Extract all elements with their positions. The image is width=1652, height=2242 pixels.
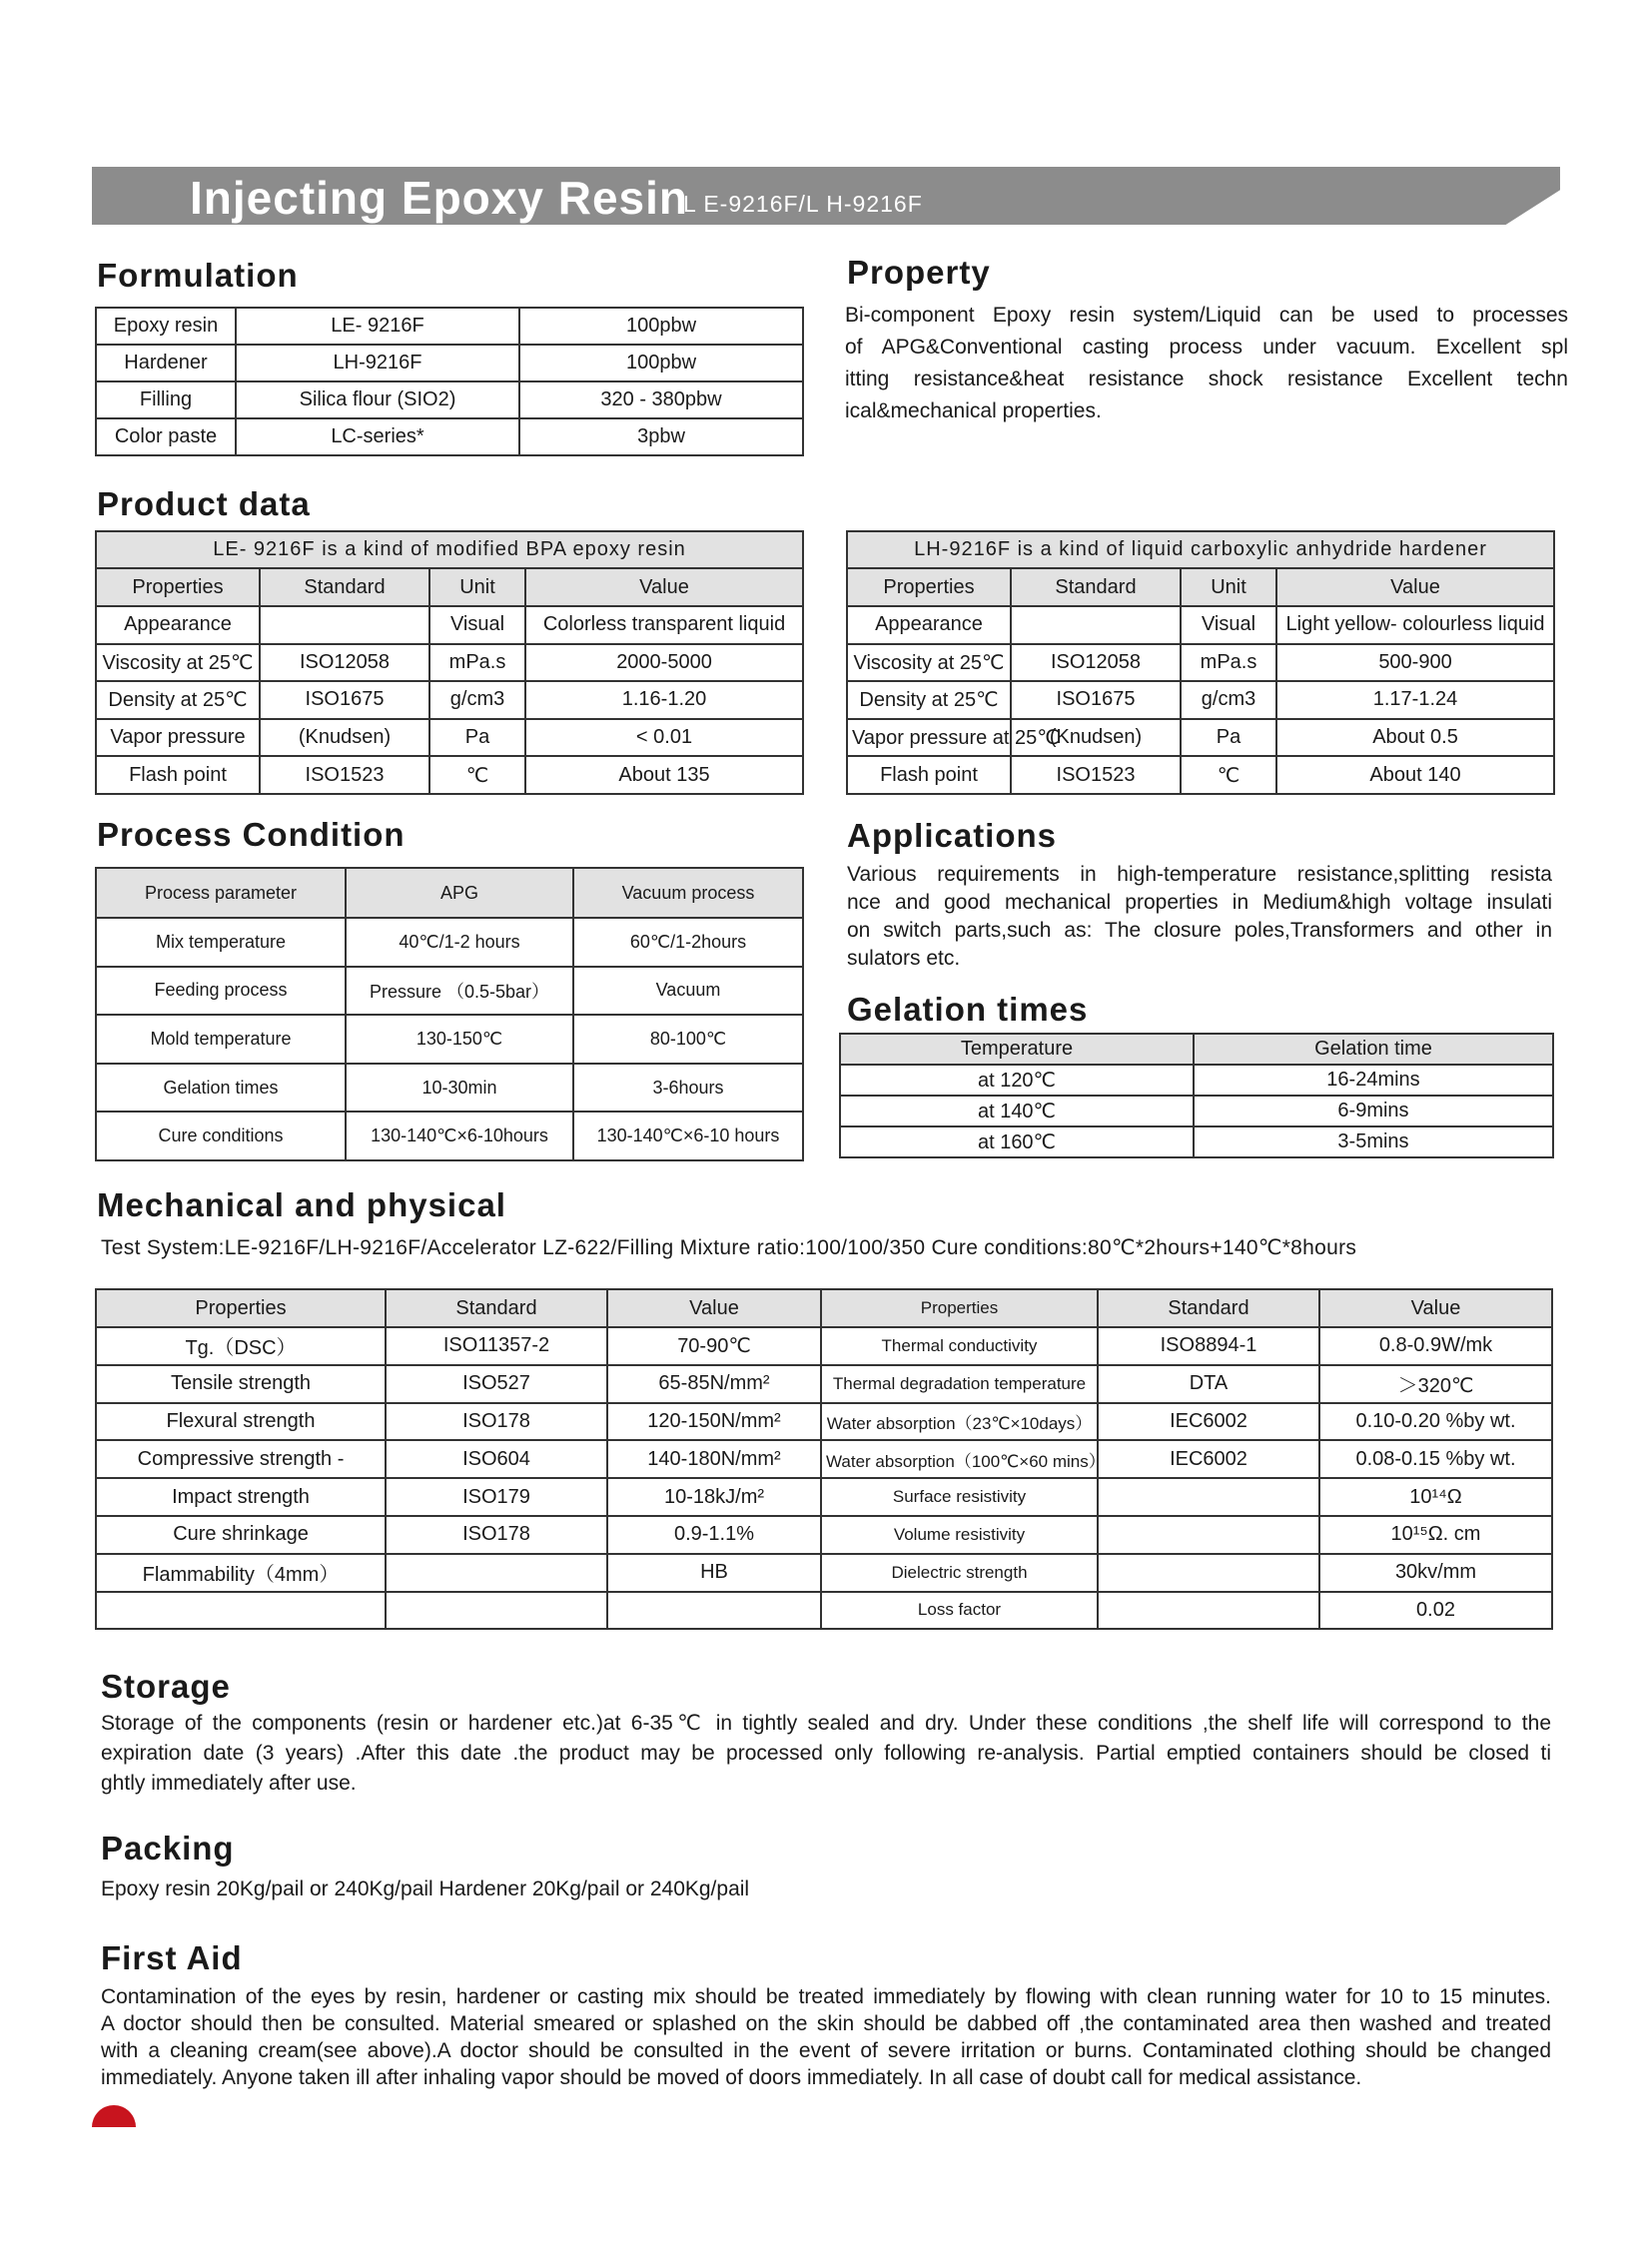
formulation-heading: Formulation (97, 257, 299, 294)
column-header: Unit (429, 568, 525, 606)
table-cell (607, 1592, 821, 1630)
table-cell: 3-6hours (573, 1064, 803, 1113)
resin-product-table (95, 530, 804, 795)
table-cell: Pa (429, 719, 525, 757)
table-cell: 500-900 (1276, 644, 1554, 682)
table-row (96, 1554, 1552, 1592)
table-row (847, 681, 1554, 719)
table-cell: ISO178 (386, 1516, 607, 1554)
table-cell: ISO8894-1 (1098, 1327, 1319, 1365)
table-cell: Thermal degradation temperature (821, 1365, 1098, 1403)
table-cell: Hardener (96, 345, 236, 381)
first-aid-heading: First Aid (101, 1939, 243, 1976)
table-cell: ISO12058 (260, 644, 429, 682)
table-row (96, 418, 803, 455)
text-line: Contamination of the eyes by resin, hardener or casting mix should be treated immediately by flowing with clean running water for 10 to 15 minutes. (101, 1985, 1551, 2008)
table-cell: < 0.01 (525, 719, 803, 757)
column-header: Standard (386, 1289, 607, 1327)
table-cell: 70-90℃ (607, 1327, 821, 1365)
table-cell: DTA (1098, 1365, 1319, 1403)
table-cell: 130-140℃×6-10hours (346, 1112, 573, 1160)
table-cell (1098, 1592, 1319, 1630)
text-line: immediately. Anyone taken ill after inhaling vapor should be moved of doors immediately. In all case of doubt call for medical assistance. (101, 2066, 1362, 2089)
table-cell: LC-series* (236, 418, 519, 455)
text-line: Various requirements in high-temperature resistance,splitting resista (847, 863, 1552, 886)
table-cell: 1.16-1.20 (525, 681, 803, 719)
table-cell (386, 1592, 607, 1630)
table-cell: Thermal conductivity (821, 1327, 1098, 1365)
table-cell: Density at 25℃ (96, 681, 260, 719)
column-header: Value (1276, 568, 1554, 606)
table-cell: 100pbw (519, 345, 803, 381)
storage-text (101, 1709, 1551, 1799)
table-cell: HB (607, 1554, 821, 1592)
text-line: A doctor should then be consulted. Material smeared or splashed on the skin should be dabbed off ,the contaminated area then washed and treated (101, 2012, 1551, 2035)
table-row (96, 1064, 803, 1113)
table-cell: 2000-5000 (525, 644, 803, 682)
table-cell: mPa.s (429, 644, 525, 682)
table-cell: ISO527 (386, 1365, 607, 1403)
table-cell: Cure shrinkage (96, 1516, 386, 1554)
table-cell: 3pbw (519, 418, 803, 455)
table-cell (260, 606, 429, 644)
table-cell: ISO604 (386, 1440, 607, 1478)
table-cell: About 140 (1276, 756, 1554, 794)
table-row (96, 756, 803, 794)
table-cell: mPa.s (1181, 644, 1276, 682)
packing-text (101, 1873, 1551, 1904)
test-system-text: Test System:LE-9216F/LH-9216F/Accelerator LZ-622/Filling Mixture ratio:100/100/350 Cure conditions:80℃*2hours+140℃*8hours (101, 1236, 1357, 1259)
table-cell: Pressure （0.5-5bar） (346, 967, 573, 1016)
column-header: Standard (1011, 568, 1181, 606)
text-line: with a cleaning cream(see above).A doctor should be consulted in the event of severe irritation or burns. Contaminated clothing should be changed (101, 2039, 1551, 2062)
table-row (96, 918, 803, 967)
table-row (96, 967, 803, 1016)
table-caption: LE- 9216F is a kind of modified BPA epoxy resin (96, 531, 803, 568)
column-header: Value (525, 568, 803, 606)
table-cell: Tg.（DSC） (96, 1327, 386, 1365)
text-line: Bi-component Epoxy resin system/Liquid can be used to processes (845, 304, 1568, 327)
table-cell (1098, 1516, 1319, 1554)
table-cell: Tensile strength (96, 1365, 386, 1403)
text-line: of APG&Conventional casting process under vacuum. Excellent spl (845, 336, 1568, 359)
table-row (96, 644, 803, 682)
table-cell: Feeding process (96, 967, 346, 1016)
table-row (96, 345, 803, 381)
table-cell: ISO11357-2 (386, 1327, 607, 1365)
table-cell: Flash point (96, 756, 260, 794)
table-cell: ISO1523 (1011, 756, 1181, 794)
applications-text (847, 861, 1552, 973)
table-cell: Water absorption（23℃×10days） (821, 1403, 1098, 1441)
text-line: ical&mechanical properties. (845, 399, 1102, 422)
table-row (847, 756, 1554, 794)
table-cell: Silica flour (SIO2) (236, 381, 519, 418)
column-header: Standard (1098, 1289, 1319, 1327)
table-row (96, 1403, 1552, 1441)
table-cell: Light yellow- colourless liquid (1276, 606, 1554, 644)
table-cell: Density at 25℃ (847, 681, 1011, 719)
table-cell: ISO1675 (1011, 681, 1181, 719)
table-cell (96, 1592, 386, 1630)
table-cell (386, 1554, 607, 1592)
table-row (840, 1126, 1553, 1157)
table-row (840, 1065, 1553, 1096)
storage-heading: Storage (101, 1668, 231, 1705)
table-cell: g/cm3 (429, 681, 525, 719)
table-cell: Epoxy resin (96, 308, 236, 345)
table-cell: Water absorption（100℃×60 mins） (821, 1440, 1098, 1478)
column-header: Standard (260, 568, 429, 606)
table-cell: Visual (429, 606, 525, 644)
table-cell: ℃ (1181, 756, 1276, 794)
table-cell: Color paste (96, 418, 236, 455)
table-cell: 140-180N/mm² (607, 1440, 821, 1478)
table-cell: ISO178 (386, 1403, 607, 1441)
table-cell: Gelation times (96, 1064, 346, 1113)
table-cell: Volume resistivity (821, 1516, 1098, 1554)
table-cell: ℃ (429, 756, 525, 794)
brand-mark (92, 2105, 136, 2127)
table-cell: 0.02 (1319, 1592, 1552, 1630)
table-cell: 10-18kJ/m² (607, 1478, 821, 1516)
table-cell: ＞320℃ (1319, 1365, 1552, 1403)
table-cell: Loss factor (821, 1592, 1098, 1630)
table-cell: Compressive strength - (96, 1440, 386, 1478)
table-cell: (Knudsen) (260, 719, 429, 757)
table-row (96, 606, 803, 644)
table-cell: ISO1675 (260, 681, 429, 719)
text-line: itting resistance&heat resistance shock resistance Excellent techn (845, 368, 1568, 390)
table-caption: LH-9216F is a kind of liquid carboxylic anhydride hardener (847, 531, 1554, 568)
table-row (96, 308, 803, 345)
page-subtitle: L E-9216F/L H-9216F (683, 191, 923, 217)
table-row (847, 644, 1554, 682)
column-header: Properties (96, 568, 260, 606)
table-row (96, 1365, 1552, 1403)
table-cell: Visual (1181, 606, 1276, 644)
table-row (96, 681, 803, 719)
table-row (96, 1289, 1552, 1327)
table-cell: 120-150N/mm² (607, 1403, 821, 1441)
gelation-table (839, 1033, 1554, 1158)
table-cell: 130-140℃×6-10 hours (573, 1112, 803, 1160)
column-header: APG (346, 868, 573, 918)
table-row (96, 1327, 1552, 1365)
applications-heading: Applications (847, 817, 1058, 854)
table-cell: 6-9mins (1194, 1096, 1553, 1126)
table-row (96, 1112, 803, 1160)
table-cell: at 140℃ (840, 1096, 1194, 1126)
formulation-table (95, 307, 804, 456)
table-row (847, 568, 1554, 606)
table-cell: 0.08-0.15 %by wt. (1319, 1440, 1552, 1478)
table-cell: 40℃/1-2 hours (346, 918, 573, 967)
table-cell: 0.8-0.9W/mk (1319, 1327, 1552, 1365)
packing-line: Epoxy resin 20Kg/pail or 240Kg/pail Hardener 20Kg/pail or 240Kg/pail (101, 1877, 750, 1900)
text-line: sulators etc. (847, 947, 961, 970)
table-cell: 10¹⁴Ω (1319, 1478, 1552, 1516)
column-header: Temperature (840, 1034, 1194, 1065)
table-row (847, 531, 1554, 568)
column-header: Properties (96, 1289, 386, 1327)
table-row (847, 719, 1554, 757)
page-title: Injecting Epoxy Resin (190, 172, 688, 224)
column-header: Value (607, 1289, 821, 1327)
table-cell: LE- 9216F (236, 308, 519, 345)
table-row (96, 568, 803, 606)
table-cell: 60℃/1-2hours (573, 918, 803, 967)
table-cell: Flexural strength (96, 1403, 386, 1441)
table-row (96, 1592, 1552, 1630)
table-cell: Surface resistivity (821, 1478, 1098, 1516)
table-cell: 0.9-1.1% (607, 1516, 821, 1554)
table-cell: 3-5mins (1194, 1126, 1553, 1157)
table-cell: IEC6002 (1098, 1403, 1319, 1441)
table-row (96, 1015, 803, 1064)
table-cell (1098, 1478, 1319, 1516)
column-header: Gelation time (1194, 1034, 1553, 1065)
table-cell: Viscosity at 25℃ (847, 644, 1011, 682)
process-condition-table (95, 867, 804, 1161)
table-cell: 0.10-0.20 %by wt. (1319, 1403, 1552, 1441)
column-header: Value (1319, 1289, 1552, 1327)
table-cell: Vapor pressure at 25℃ (847, 719, 1011, 757)
packing-heading: Packing (101, 1830, 235, 1867)
table-cell: 320 - 380pbw (519, 381, 803, 418)
table-cell: Appearance (847, 606, 1011, 644)
text-line: Storage of the components (resin or hardener etc.)at 6-35℃ in tightly sealed and dry. Under these conditions ,the shelf life will correspond to the (101, 1712, 1551, 1735)
column-header: Unit (1181, 568, 1276, 606)
table-row (96, 868, 803, 918)
table-cell: Appearance (96, 606, 260, 644)
table-cell: Flash point (847, 756, 1011, 794)
table-row (96, 1440, 1552, 1478)
mechanical-heading: Mechanical and physical (97, 1186, 506, 1223)
table-cell (1098, 1554, 1319, 1592)
table-row (96, 531, 803, 568)
process-condition-heading: Process Condition (97, 816, 406, 853)
table-cell: Mix temperature (96, 918, 346, 967)
table-cell: About 0.5 (1276, 719, 1554, 757)
text-line: nce and good mechanical properties in Medium&high voltage insulati (847, 891, 1552, 914)
table-cell: IEC6002 (1098, 1440, 1319, 1478)
table-cell: 65-85N/mm² (607, 1365, 821, 1403)
table-cell: 10-30min (346, 1064, 573, 1113)
table-row (96, 719, 803, 757)
table-cell: ISO12058 (1011, 644, 1181, 682)
table-cell: Dielectric strength (821, 1554, 1098, 1592)
table-cell: (Knudsen) (1011, 719, 1181, 757)
text-line: expiration date (3 years) .After this date .the product may be processed only following re-analysis. Partial emptied containers should be closed ti (101, 1742, 1551, 1765)
table-cell: Vapor pressure (96, 719, 260, 757)
table-cell: at 160℃ (840, 1126, 1194, 1157)
table-cell: Viscosity at 25℃ (96, 644, 260, 682)
table-cell: Pa (1181, 719, 1276, 757)
table-cell: 100pbw (519, 308, 803, 345)
first-aid-text (101, 1983, 1551, 2091)
table-cell: Colorless transparent liquid (525, 606, 803, 644)
table-row (96, 1478, 1552, 1516)
column-header: Properties (821, 1289, 1098, 1327)
table-row (840, 1096, 1553, 1126)
table-cell: Mold temperature (96, 1015, 346, 1064)
table-cell: Filling (96, 381, 236, 418)
table-cell: Cure conditions (96, 1112, 346, 1160)
table-cell: 130-150℃ (346, 1015, 573, 1064)
product-data-heading: Product data (97, 485, 311, 522)
table-row (96, 1516, 1552, 1554)
table-cell: 30kv/mm (1319, 1554, 1552, 1592)
table-row (840, 1034, 1553, 1065)
table-cell: 80-100℃ (573, 1015, 803, 1064)
table-row (847, 606, 1554, 644)
text-line: on switch parts,such as: The closure poles,Transformers and other in (847, 919, 1552, 942)
text-line: ghtly immediately after use. (101, 1772, 357, 1795)
table-cell (1011, 606, 1181, 644)
property-text (845, 300, 1568, 427)
table-cell: ISO179 (386, 1478, 607, 1516)
table-cell: Vacuum (573, 967, 803, 1016)
column-header: Vacuum process (573, 868, 803, 918)
property-heading: Property (847, 254, 991, 291)
table-cell: Impact strength (96, 1478, 386, 1516)
hardener-product-table (846, 530, 1555, 795)
table-row (96, 381, 803, 418)
table-cell: LH-9216F (236, 345, 519, 381)
table-cell: 16-24mins (1194, 1065, 1553, 1096)
column-header: Properties (847, 568, 1011, 606)
table-cell: 10¹⁵Ω. cm (1319, 1516, 1552, 1554)
mechanical-table (95, 1288, 1553, 1630)
table-cell: ISO1523 (260, 756, 429, 794)
gelation-heading: Gelation times (847, 991, 1089, 1028)
table-cell: g/cm3 (1181, 681, 1276, 719)
table-cell: About 135 (525, 756, 803, 794)
table-cell: Flammability（4mm） (96, 1554, 386, 1592)
column-header: Process parameter (96, 868, 346, 918)
table-cell: at 120℃ (840, 1065, 1194, 1096)
table-cell: 1.17-1.24 (1276, 681, 1554, 719)
